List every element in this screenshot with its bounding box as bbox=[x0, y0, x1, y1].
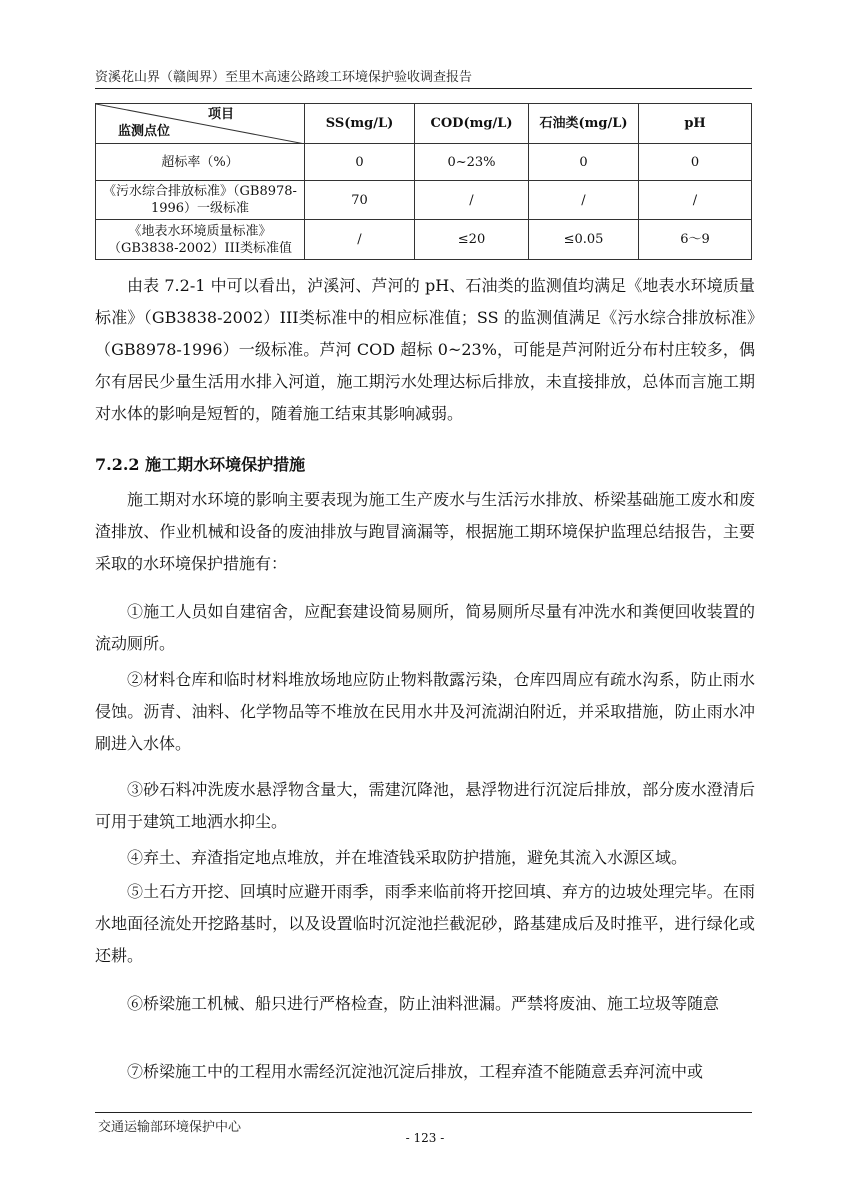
section-heading: 7.2.2 施工期水环境保护措施 bbox=[95, 455, 306, 474]
table-cell: ≤0.05 bbox=[529, 220, 639, 260]
table-header-row bbox=[96, 104, 752, 144]
paragraph-measure-3: ③砂石料冲洗废水悬浮物含量大，需建沉降池，悬浮物进行沉淀后排放，部分废水澄清后可用于建筑工地洒水抑尘。 bbox=[95, 780, 755, 831]
header-divider bbox=[95, 88, 752, 89]
table-cell: 6～9 bbox=[639, 220, 752, 260]
table-cell: / bbox=[305, 220, 415, 260]
column-header: 石油类(mg/L) bbox=[529, 104, 639, 144]
table-cell: / bbox=[529, 181, 639, 220]
column-header: pH bbox=[639, 104, 752, 144]
paragraph-measure-2: ②材料仓库和临时材料堆放场地应防止物料散露污染，仓库四周应有疏水沟系，防止雨水侵蚀。沥青、油料、化学物品等不堆放在民用水井及河流湖泊附近，并采取措施，防止雨水冲刷进入水体。 bbox=[95, 670, 755, 753]
table-cell: / bbox=[415, 181, 529, 220]
table-cell: 0~23% bbox=[415, 144, 529, 181]
row-label: 超标率（%） bbox=[96, 144, 305, 181]
column-header: SS(mg/L) bbox=[305, 104, 415, 144]
page-number: - 123 - bbox=[405, 1131, 445, 1145]
footer-organization: 交通运输部环境保护中心 bbox=[98, 1120, 242, 1135]
table-cell: 0 bbox=[639, 144, 752, 181]
table-cell: 0 bbox=[305, 144, 415, 181]
table-row bbox=[96, 220, 752, 260]
running-header: 资溪花山界（赣闽界）至里木高速公路竣工环境保护验收调查报告 bbox=[95, 70, 473, 85]
table-cell: 0 bbox=[529, 144, 639, 181]
row-label: 《污水综合排放标准》（GB8978-1996）一级标准 bbox=[96, 181, 305, 220]
paragraph-analysis: 由表 7.2-1 中可以看出，泸溪河、芦河的 pH、石油类的监测值均满足《地表水环境质量标准》（GB3838-2002）III类标准中的相应标准值；SS 的监测值满足《污水综合排放标准》（GB8978-1996）一级标准。芦河 COD 超标 0~23%，可能是芦河附近分布村庄较多，偶尔有居民少量生活用水排入河道，施工期污水处理达标后排放，未直接排放，总体而言施工期对水体的影响是短暂的，随着施工结束其影响减弱。 bbox=[95, 276, 755, 423]
footer-divider bbox=[95, 1112, 752, 1113]
paragraph-measure-4: ④弃土、弃渣指定地点堆放，并在堆渣钱采取防护措施，避免其流入水源区域。 bbox=[127, 848, 688, 867]
monitoring-table bbox=[95, 103, 752, 260]
corner-label-site: 监测点位 bbox=[118, 124, 171, 139]
paragraph-intro: 施工期对水环境的影响主要表现为施工生产废水与生活污水排放、桥梁基础施工废水和废渣排放、作业机械和设备的废油排放与跑冒滴漏等，根据施工期环境保护监理总结报告，主要采取的水环境保护措施有： bbox=[95, 490, 755, 573]
corner-label-item: 项目 bbox=[207, 107, 234, 122]
table-row bbox=[96, 144, 752, 181]
table-cell: / bbox=[639, 181, 752, 220]
table-cell: ≤20 bbox=[415, 220, 529, 260]
table-row bbox=[96, 181, 752, 220]
column-header: COD(mg/L) bbox=[415, 104, 529, 144]
paragraph-measure-5: ⑤土石方开挖、回填时应避开雨季，雨季来临前将开挖回填、弃方的边坡处理完毕。在雨水地面径流处开挖路基时，以及设置临时沉淀池拦截泥砂，路基建成后及时推平，进行绿化或还耕。 bbox=[95, 882, 755, 965]
table-corner-cell bbox=[96, 104, 305, 144]
paragraph-measure-7: ⑦桥梁施工中的工程用水需经沉淀池沉淀后排放，工程弃渣不能随意丢弃河流中或 bbox=[127, 1062, 704, 1081]
paragraph-measure-6: ⑥桥梁施工机械、船只进行严格检查，防止油料泄漏。严禁将废油、施工垃圾等随意 bbox=[127, 994, 720, 1013]
paragraph-measure-1: ①施工人员如自建宿舍，应配套建设简易厕所，简易厕所尽量有冲洗水和粪便回收装置的流动厕所。 bbox=[95, 602, 755, 653]
row-label: 《地表水环境质量标准》（GB3838-2002）III类标准值 bbox=[96, 220, 305, 260]
table-cell: 70 bbox=[305, 181, 415, 220]
